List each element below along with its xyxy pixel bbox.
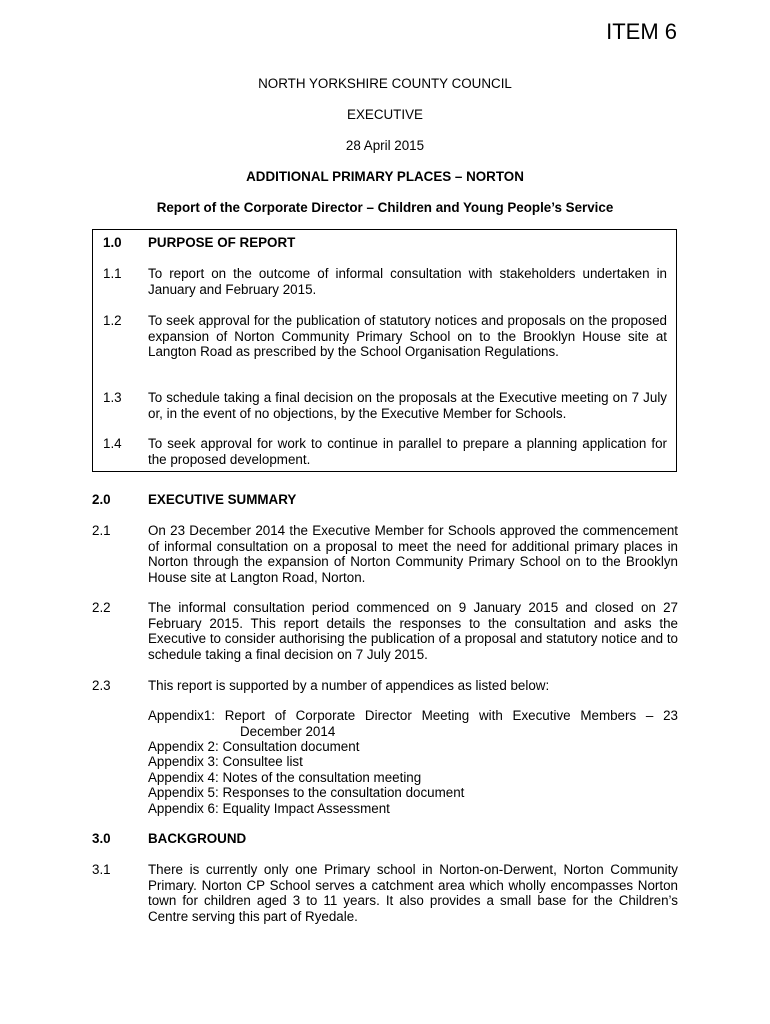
para-1-1-text: To report on the outcome of informal consultation with stakeholders undertaken in January and February 2015. bbox=[148, 266, 667, 297]
para-1-4-number: 1.4 bbox=[103, 436, 122, 451]
para-2-1-number: 2.1 bbox=[92, 523, 111, 538]
para-1-1-number: 1.1 bbox=[103, 266, 122, 281]
para-2-2-text: The informal consultation period commenced on 9 January 2015 and closed on 27 February 2015. This report details the responses to the consultation and asks the Executive to consider authorising the publication of a proposal and statutory notice and to schedule taking a final decision on 7 July 2015. bbox=[148, 600, 678, 662]
section-3-heading: BACKGROUND bbox=[148, 831, 247, 846]
appendix-item-2: Appendix 2: Consultation document bbox=[148, 739, 360, 754]
para-1-2-number: 1.2 bbox=[103, 313, 122, 328]
appendix-item-5: Appendix 5: Responses to the consultation document bbox=[148, 785, 465, 800]
para-2-2-number: 2.2 bbox=[92, 600, 111, 615]
appendix-item-1 bbox=[148, 708, 678, 739]
report-subtitle: Report of the Corporate Director – Children and Young People’s Service bbox=[156, 200, 614, 215]
appendix-item-1-text: Appendix1: Report of Corporate Director Meeting with Executive Members – 23 December 2014 bbox=[148, 708, 678, 739]
para-3-1-number: 3.1 bbox=[92, 862, 111, 877]
council-name: NORTH YORKSHIRE COUNTY COUNCIL bbox=[258, 76, 512, 91]
section-2-number: 2.0 bbox=[92, 492, 111, 507]
meeting-date: 28 April 2015 bbox=[345, 138, 425, 153]
section-1-number: 1.0 bbox=[103, 235, 122, 250]
committee-name: EXECUTIVE bbox=[347, 107, 423, 122]
item-label: ITEM 6 bbox=[606, 19, 677, 44]
para-2-3-number: 2.3 bbox=[92, 678, 111, 693]
section-1-heading: PURPOSE OF REPORT bbox=[148, 235, 296, 250]
appendix-item-3: Appendix 3: Consultee list bbox=[148, 754, 303, 769]
report-title: ADDITIONAL PRIMARY PLACES – NORTON bbox=[246, 169, 524, 184]
section-3-number: 3.0 bbox=[92, 831, 111, 846]
para-1-4-text: To seek approval for work to continue in parallel to prepare a planning application for the proposed development. bbox=[148, 436, 667, 467]
para-3-1-text: There is currently only one Primary school in Norton-on-Derwent, Norton Community Primary. Norton CP School serves a catchment area which wholly encompasses Norton town for children aged 3 to 11 years. It also provides a small base for the Children’s Centre serving this part of Ryedale. bbox=[148, 862, 678, 924]
para-1-3-number: 1.3 bbox=[103, 390, 122, 405]
para-1-2-text: To seek approval for the publication of statutory notices and proposals on the proposed expansion of Norton Community Primary School on to the Brooklyn House site at Langton Road as prescribed by the School Organisation Regulations. bbox=[148, 313, 667, 359]
appendix-item-4: Appendix 4: Notes of the consultation meeting bbox=[148, 770, 422, 785]
para-2-1-text: On 23 December 2014 the Executive Member for Schools approved the commencement of informal consultation on a proposal to meet the need for additional primary places in Norton through the expansion of Norton Community Primary School on to the Brooklyn House site at Langton Road, Norton. bbox=[148, 523, 678, 585]
para-2-3-text: This report is supported by a number of appendices as listed below: bbox=[148, 678, 550, 693]
appendix-item-6: Appendix 6: Equality Impact Assessment bbox=[148, 801, 390, 816]
para-1-3-text: To schedule taking a final decision on the proposals at the Executive meeting on 7 July or, in the event of no objections, by the Executive Member for Schools. bbox=[148, 390, 667, 421]
section-2-heading: EXECUTIVE SUMMARY bbox=[148, 492, 297, 507]
